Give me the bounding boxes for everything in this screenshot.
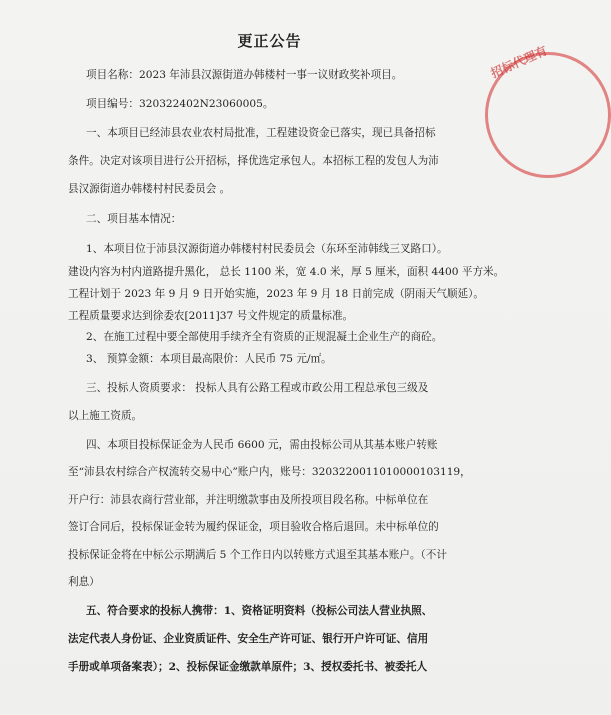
section-4-line-6: 利息）	[68, 576, 100, 588]
section-4-line-1: 四、本项目投标保证金为人民币 6600 元，需由投标公司从其基本账户转账	[86, 439, 438, 451]
section-4-line-4: 签订合同后，投标保证金转为履约保证金，项目验收合格后退回。未中标单位的	[68, 521, 439, 533]
section-4-line-5: 投标保证金将在中标公示期满后 5 个工作日内以转账方式退至其基本账户。（不计	[68, 549, 447, 561]
section-4-line-2: 至“沛县农村综合产权流转交易中心”账户内，账号：3203220011010000103119，	[68, 466, 471, 478]
section-2-item-1-line-1: 1、本项目位于沛县汉源街道办韩楼村村民委员会（东环至沛韩线三叉路口）。	[86, 243, 448, 255]
section-5-line-3: 手册或单项备案表）；2、投标保证金缴款单原件；3、授权委托书、被委托人	[68, 661, 428, 673]
section-3-line-1: 三、投标人资质要求： 投标人具有公路工程或市政公用工程总承包三级及	[86, 382, 429, 394]
project-number: 项目编号：320322402N23060005。	[86, 98, 274, 110]
section-3-line-2: 以上施工资质。	[68, 410, 143, 422]
section-2-heading: 二、项目基本情况：	[86, 213, 182, 225]
section-2-item-1-line-3: 工程计划于 2023 年 9 月 9 日开始实施，2023 年 9 月 18 日前完成（阴雨天气顺延）。	[68, 288, 484, 300]
section-1-line-1: 一、本项目已经沛县农业农村局批准，工程建设资金已落实，现已具备招标	[86, 127, 436, 139]
section-1-line-3: 县汉源街道办韩楼村村民委员会 。	[68, 183, 231, 195]
section-2-item-3: 3、 预算金额：本项目最高限价：人民币 75 元/㎡。	[86, 353, 332, 365]
seal-text: 招标代理有	[488, 43, 550, 81]
section-1-line-2: 条件。决定对该项目进行公开招标，择优选定承包人。本招标工程的发包人为沛	[68, 155, 439, 167]
section-5-line-2: 法定代表人身份证、企业资质证件、安全生产许可证、银行开户许可证、信用	[68, 633, 429, 645]
section-5-line-1: 五、符合要求的投标人携带：1、资格证明资料（投标公司法人营业执照、	[86, 605, 433, 617]
section-2-item-1-line-4: 工程质量要求达到徐委农[2011]37 号文件规定的质量标准。	[68, 310, 354, 322]
section-4-line-3: 开户行：沛县农商行营业部，并注明缴款事由及所投项目段名称。中标单位在	[68, 494, 429, 506]
project-name: 项目名称：2023 年沛县汉源街道办韩楼村一事一议财政奖补项目。	[86, 69, 403, 81]
section-2-item-1-line-2: 建设内容为村内道路提升黑化， 总长 1100 米，宽 4.0 米，厚 5 厘米，面积 4400 平方米。	[68, 266, 505, 278]
page-title: 更正公告	[237, 32, 302, 50]
section-2-item-2: 2、在施工过程中要全部使用手续齐全有资质的正规混凝土企业生产的商砼。	[86, 331, 443, 343]
